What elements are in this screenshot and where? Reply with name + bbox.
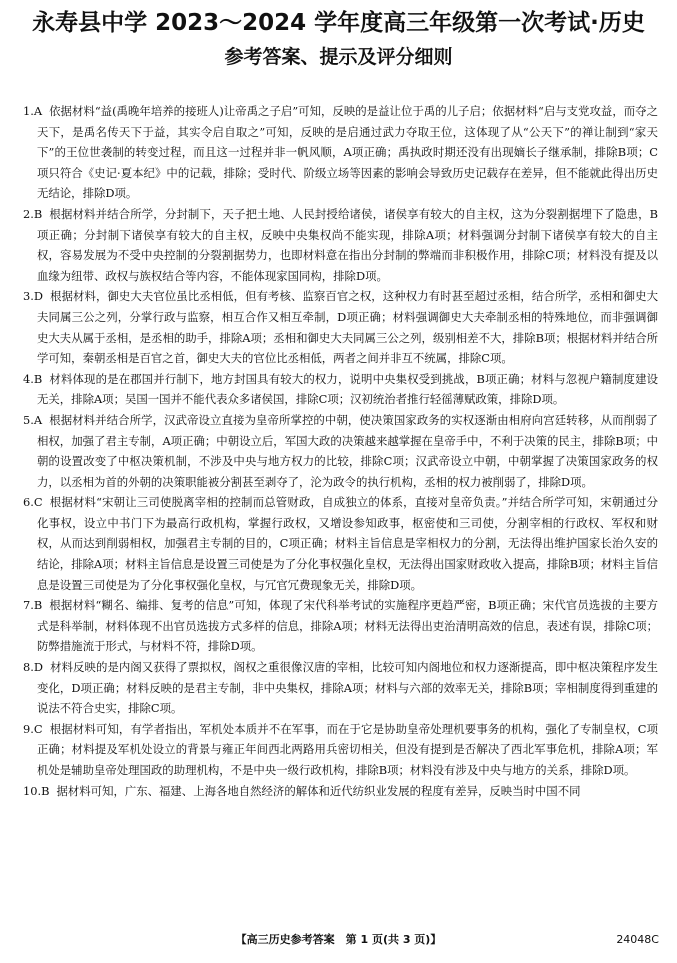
item-explanation: 根据材料“糊名、编排、复考的信息”可知，体现了宋代科举考试的实施程序更趋严密，B项正确；宋代官员选拔的主要方式是科举制，材料体现不出官员选拔方式多样的信息，排除A项；材料无法得出吏治清明高效的信息，表述有误，排除C项；防弊措施流于形式，与材料不符，排除D项。 <box>37 598 658 654</box>
answer-item <box>23 492 658 595</box>
item-number: 9. <box>23 721 34 736</box>
item-explanation: 根据材料并结合所学，汉武帝设立直接为皇帝所掌控的中朝，使决策国家政务的实权逐渐由相府向宫廷转移，从而削弱了相权，加强了君主专制，A项正确；中朝设立后，军国大政的决策越来越掌握在皇帝手中，不利于决策的民主，排除B项；中朝的设置改变了中枢决策机制，不涉及中央与地方权力的比较，排除C项；汉武帝设立中朝，中朝掌握了决策国家政务的权力，以丞相为首的外朝的决策职能被分割甚至剥夺了，沦为政令的执行机构，丞相的权力被削弱了，排除D项。 <box>37 412 658 489</box>
document-title: 永寿县中学 2023～2024 学年度高三年级第一次考试·历史 <box>32 10 645 36</box>
answer-item <box>23 657 658 719</box>
footer-page-label: 【高三历史参考答案 第 1 页(共 3 页)】 <box>235 933 442 946</box>
item-answer: D <box>33 660 44 675</box>
item-explanation: 材料反映的是内阁又获得了票拟权，阁权之重很像汉唐的宰相，比较可知内阁地位和权力逐渐提高，即中枢决策程序发生变化，D项正确；材料反映的是君主专制，非中央集权，排除A项；材料与六部的效率无关，排除B项；宰相制度得到重建的说法不符合史实，排除C项。 <box>37 660 658 716</box>
item-explanation: 根据材料并结合所学，分封制下，天子把土地、人民封授给诸侯，诸侯享有较大的自主权，这为分裂割据埋下了隐患，B项正确；分封制下诸侯享有较大的自主权，反映中央集权尚不能实现，排除A项；材料强调分封制下诸侯享有较大的自主权，容易发展为不受中央控制的分裂割据势力，也即材料意在指出分封制的弊端而非积极作用，排除C项；材料没有提及以血缘为纽带、政权与族权结合等内容，不能体现家国同构，排除D项。 <box>37 206 658 283</box>
item-explanation: 根据材料“宋朝让三司使脱离宰相的控制而总管财政，自成独立的体系，直接对皇帝负责。”并结合所学可知，宋朝通过分化事权，设立中书门下为最高行政机构，掌握行政权，又增设参知政事，枢密使和三司使，分割宰相的行政权、军权和财权，从而达到削弱相权，加强君主专制的目的，C项正确；材料主旨信息是宰相权力的分割，无法得出维护国家长治久安的结论，排除A项；材料主旨信息是设置三司使是为了分化事权强化皇权，无法得出国家财政收入提高，排除B项；材料主旨信息是设置三司使是为了分化事权强化皇权，与冗官冗费现象无关，排除D项。 <box>37 495 658 592</box>
answer-item <box>23 369 658 410</box>
item-explanation: 依据材料“益(禹晚年培养的接班人)让帝禹之子启”可知，反映的是益让位于禹的儿子启；依据材料“启与支党攻益，而夺之天下，是禹名传天下于益，其实令启自取之”可知，反映的是启通过武力夺取王位，这体现了从“公天下”的禅让制到“家天下”的王位世袭制的转变过程，而且这一过程并非一帆风顺，A项正确；禹执政时期还没有出现嫡长子继承制，排除B项；C项只符合《史记·夏本纪》中的记载，排除；受时代、阶级立场等因素的影响会导致历史记载存在差异，但不能就此得出历史无结论，排除D项。 <box>37 104 658 201</box>
item-answer: B <box>33 206 43 221</box>
answer-item <box>23 286 658 368</box>
answer-item <box>23 410 658 492</box>
item-explanation: 据材料可知，广东、福建、上海各地自然经济的解体和近代纺织业发展的程度有差异，反映当时中国不同 <box>56 783 581 798</box>
answer-item <box>23 719 658 781</box>
item-answer: A <box>33 104 43 118</box>
item-number: 5. <box>23 412 34 427</box>
item-number: 8. <box>23 660 34 675</box>
item-answer: D <box>33 289 44 304</box>
item-explanation: 材料体现的是在郡国并行制下，地方封国具有较大的权力，说明中央集权受到挑战，B项正确；材料与忽视户籍制度建设无关，排除A项；吴国一国并不能代表众多诸侯国，排除C项；汉初统治者推行轻徭薄赋政策，排除D项。 <box>37 371 658 407</box>
answer-item <box>23 101 658 204</box>
item-number: 1. <box>23 104 34 118</box>
document-subtitle: 参考答案、提示及评分细则 <box>224 46 453 68</box>
item-answer: A <box>33 412 43 427</box>
item-answer: B <box>33 371 43 386</box>
answer-list <box>23 101 658 923</box>
item-answer: B <box>33 598 43 613</box>
item-number: 10. <box>23 783 42 798</box>
footer-paper-code: 24048C <box>616 933 659 946</box>
page-footer <box>0 931 677 951</box>
item-number: 2. <box>23 206 34 221</box>
answer-item <box>23 781 658 802</box>
item-explanation: 根据材料，御史大夫官位虽比丞相低，但有考核、监察百官之权，这种权力有时甚至超过丞相，结合所学，丞相和御史大夫同属三公之列，分掌行政与监察，相互合作又相互牵制，D项正确；材料强调御史大夫牵制丞相的特殊地位，而非强调御史大夫从属于丞相，是丞相的助手，排除A项；丞相和御史大夫同属三公之列，级别相差不大，排除B项；根据材料并结合所学可知，秦朝丞相是百官之首，御史大夫的官位比丞相低，两者之间并非互不统属，排除C项。 <box>37 289 658 366</box>
item-number: 4. <box>23 371 34 386</box>
item-answer: B <box>41 783 50 798</box>
item-answer: C <box>33 721 43 736</box>
item-answer: C <box>33 495 43 510</box>
item-number: 7. <box>23 598 34 613</box>
item-explanation: 根据材料可知，有学者指出，军机处本质并不在军事，而在于它是协助皇帝处理机要事务的机构，强化了专制皇权，C项正确；材料提及军机处设立的背景与雍正年间西北两路用兵密切相关，但没有提到是否解决了西北军事危机，排除A项；军机处是辅助皇帝处理国政的助理机构，不是中央一级行政机构，排除B项；材料没有涉及中央与地方的关系，排除D项。 <box>37 721 658 777</box>
item-number: 3. <box>23 289 34 304</box>
answer-item <box>23 595 658 657</box>
answer-item <box>23 204 658 286</box>
item-number: 6. <box>23 495 34 510</box>
